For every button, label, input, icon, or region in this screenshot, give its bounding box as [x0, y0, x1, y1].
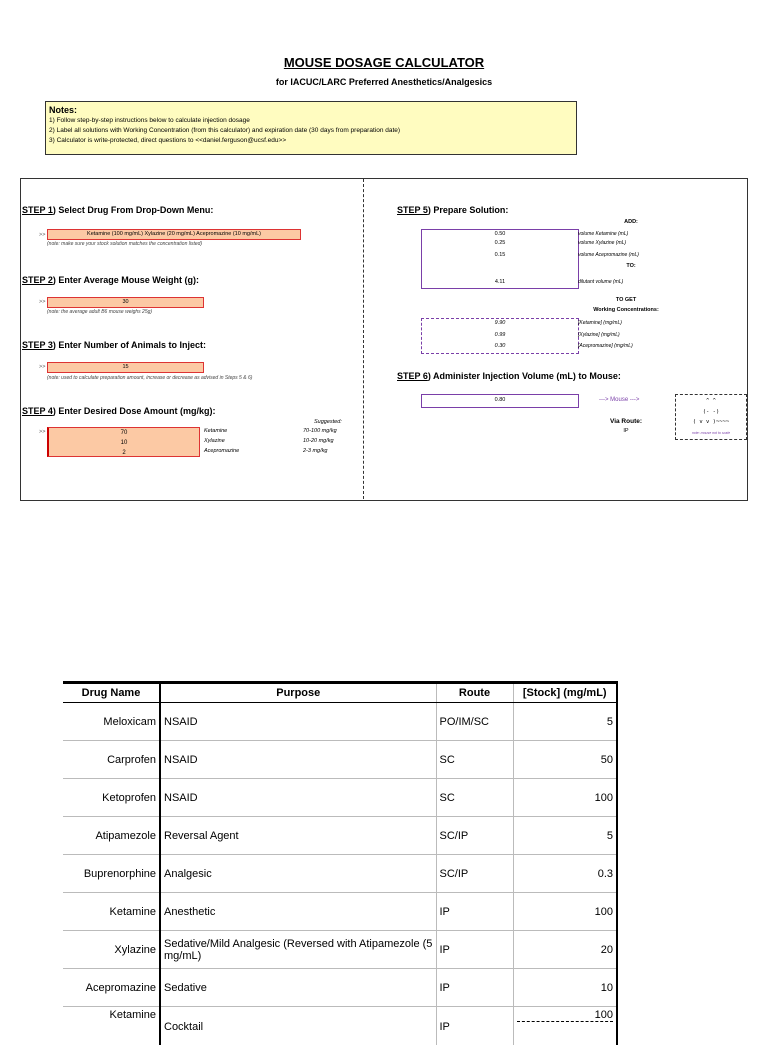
drug-name-cell: Acepromazine	[63, 969, 160, 1007]
to-label: TO:	[626, 263, 636, 269]
table-row	[63, 1007, 617, 1045]
purpose-cell: NSAID	[160, 741, 436, 779]
stock-cell	[513, 1007, 617, 1045]
dose-input-group	[47, 427, 200, 457]
route-cell: IP	[436, 931, 513, 969]
route-cell: IP	[436, 1007, 513, 1045]
step3-number: STEP 3	[22, 340, 53, 350]
working-concentrations-label: Working Concentrations:	[593, 307, 659, 313]
xylazine-volume-label: volume Xylazine (mL)	[578, 240, 627, 246]
route-cell: SC	[436, 741, 513, 779]
acepromazine-dose-input[interactable]: 2	[122, 450, 126, 456]
drug-name-cell: Ketoprofen	[63, 779, 160, 817]
purpose-cell: Sedative	[160, 969, 436, 1007]
mouse-ascii-face: (- -)	[702, 409, 720, 415]
notes-line-2: 2) Label all solutions with Working Concentration (from this calculator) and expiration date (30 days from preparation date)	[49, 127, 401, 134]
ketamine-concentration-label: [Ketamine] (mg/mL)	[578, 320, 622, 326]
drug-name-cell: Buprenorphine	[63, 855, 160, 893]
injection-volume: 0.80	[494, 397, 506, 403]
stock-cell: 100	[513, 779, 617, 817]
xylazine-concentration: 0.99	[494, 332, 506, 338]
step6-number: STEP 6	[397, 371, 428, 381]
purpose-cell: Cocktail	[164, 1020, 204, 1033]
mouse-scale-note: note: mouse not to scale	[691, 431, 731, 435]
purpose-cell: Reversal Agent	[160, 817, 436, 855]
suggested-range-2: 10-20 mg/kg	[303, 438, 334, 444]
step1-number: STEP 1	[22, 205, 53, 215]
notes-heading: Notes:	[49, 105, 78, 115]
table-header-row	[63, 683, 617, 703]
acepromazine-volume-label: volume Acepromazine (mL)	[578, 252, 639, 258]
dose-drug-label-2: Xylazine	[204, 438, 225, 444]
ketamine-dose-input[interactable]: 70	[120, 430, 128, 436]
drug-name-cell: Meloxicam	[63, 703, 160, 741]
route-cell: IP	[436, 969, 513, 1007]
route-value: IP	[623, 428, 629, 434]
step1-heading	[22, 205, 213, 215]
stock-cell: 10	[513, 969, 617, 1007]
stock-cell: 20	[513, 931, 617, 969]
suggested-label: Suggested:	[314, 419, 342, 425]
purpose-cell: NSAID	[160, 703, 436, 741]
route-cell: PO/IM/SC	[436, 703, 513, 741]
route-cell: SC/IP	[436, 817, 513, 855]
step4-heading	[22, 406, 216, 416]
drug-reference-table	[63, 681, 618, 1045]
purpose-cell: Sedative/Mild Analgesic (Reversed with Atipamezole (5 mg/mL)	[160, 931, 436, 969]
step2-arrow: >>	[39, 299, 46, 305]
purpose-cell: NSAID	[160, 779, 436, 817]
ketamine-volume: 0.50	[494, 231, 506, 237]
drug-name-cell: Carprofen	[63, 741, 160, 779]
stock-value: 100	[517, 1009, 614, 1022]
step2-text: ) Enter Average Mouse Weight (g):	[52, 275, 200, 285]
ketamine-volume-label: volume Ketamine (mL)	[578, 231, 629, 237]
step5-text: ) Prepare Solution:	[427, 205, 509, 215]
page-title: MOUSE DOSAGE CALCULATOR	[283, 55, 485, 70]
notes-box	[45, 101, 577, 155]
suggested-range-3: 2-3 mg/kg	[303, 448, 328, 454]
diluent-volume: 4.11	[494, 279, 506, 285]
step1-text: ) Select Drug From Drop-Down Menu:	[52, 205, 214, 215]
table-row	[63, 779, 617, 817]
header-stock: [Stock] (mg/mL)	[513, 683, 617, 703]
xylazine-concentration-label: [Xylazine] (mg/mL)	[578, 332, 620, 338]
drug-select[interactable]: Ketamine (100 mg/mL) Xylazine (20 mg/mL) Acepromazine (10 mg/mL)	[47, 229, 301, 240]
stock-cell: 50	[513, 741, 617, 779]
table-row	[63, 741, 617, 779]
table-row	[63, 893, 617, 931]
step3-text: ) Enter Number of Animals to Inject:	[52, 340, 207, 350]
mouse-weight-input[interactable]: 30	[47, 297, 204, 308]
stock-cell: 100	[513, 893, 617, 931]
drug-name-cell: Xylazine	[63, 931, 160, 969]
panel-divider	[363, 179, 364, 499]
acepromazine-concentration: 0.30	[494, 343, 506, 349]
notes-line-1: 1) Follow step-by-step instructions below to calculate injection dosage	[49, 117, 250, 124]
table-row	[63, 969, 617, 1007]
dose-drug-label-3: Acepromazine	[204, 448, 240, 454]
acepromazine-concentration-label: [Acepromazine] (mg/mL)	[578, 343, 633, 349]
stock-cell: 5	[513, 817, 617, 855]
to-get-label: TO GET	[615, 297, 637, 303]
step3-note: (note: used to calculate preparation amount, increase or decrease as advised in Steps 5 & 6)	[47, 375, 253, 381]
suggested-range-1: 70-100 mg/kg	[303, 428, 337, 434]
route-cell: IP	[436, 893, 513, 931]
step1-note: (note: make sure your stock solution matches the concentration listed)	[47, 241, 203, 247]
step1-arrow: >>	[39, 232, 46, 238]
purpose-cell: Analgesic	[160, 855, 436, 893]
page-subtitle: for IACUC/LARC Preferred Anesthetics/Analgesics	[275, 77, 493, 87]
drug-name-cell: Ketamine	[63, 1007, 160, 1045]
table-row	[63, 931, 617, 969]
diluent-volume-label: dilutant volume (mL)	[578, 279, 624, 285]
step3-arrow: >>	[39, 364, 46, 370]
step4-number: STEP 4	[22, 406, 53, 416]
notes-line-3: 3) Calculator is write-protected, direct questions to <<daniel.ferguson@ucsf.edu>>	[49, 137, 287, 144]
header-drug-name: Drug Name	[63, 683, 160, 703]
xylazine-volume: 0.25	[494, 240, 506, 246]
step3-heading	[22, 340, 206, 350]
ketamine-concentration: 9.90	[494, 320, 506, 326]
header-purpose: Purpose	[160, 683, 436, 703]
route-label: Via Route:	[609, 418, 643, 425]
step6-heading	[397, 371, 621, 381]
step5-number: STEP 5	[397, 205, 428, 215]
stock-cell: 0.3	[513, 855, 617, 893]
route-cell: SC	[436, 779, 513, 817]
drug-name-cell: Ketamine	[63, 893, 160, 931]
acepromazine-volume: 0.15	[494, 252, 506, 258]
animal-count-input[interactable]: 15	[47, 362, 204, 373]
table-row	[63, 703, 617, 741]
mouse-arrow-text: ---> Mouse --->	[599, 397, 640, 403]
dose-drug-label-1: Ketamine	[204, 428, 228, 434]
calculator-panel	[20, 178, 748, 501]
step4-arrow: >>	[39, 429, 46, 435]
mouse-ascii-box	[675, 394, 747, 440]
xylazine-dose-input[interactable]: 10	[120, 440, 128, 446]
mouse-ascii-body: ( v v )~~~~	[692, 419, 730, 425]
stock-cell: 5	[513, 703, 617, 741]
route-cell: SC/IP	[436, 855, 513, 893]
table-row	[63, 855, 617, 893]
mouse-ascii-ears: ^ ^	[706, 398, 716, 404]
step2-number: STEP 2	[22, 275, 53, 285]
step2-note: (note: the average adult B6 mouse weighs 25g)	[47, 309, 153, 315]
step5-heading	[397, 205, 508, 215]
drug-name-cell: Atipamezole	[63, 817, 160, 855]
header-route: Route	[436, 683, 513, 703]
step6-text: ) Administer Injection Volume (mL) to Mouse:	[427, 371, 621, 381]
table-row	[63, 817, 617, 855]
step2-heading	[22, 275, 199, 285]
add-label: ADD:	[624, 219, 638, 225]
purpose-cell: Anesthetic	[160, 893, 436, 931]
step4-text: ) Enter Desired Dose Amount (mg/kg):	[52, 406, 216, 416]
